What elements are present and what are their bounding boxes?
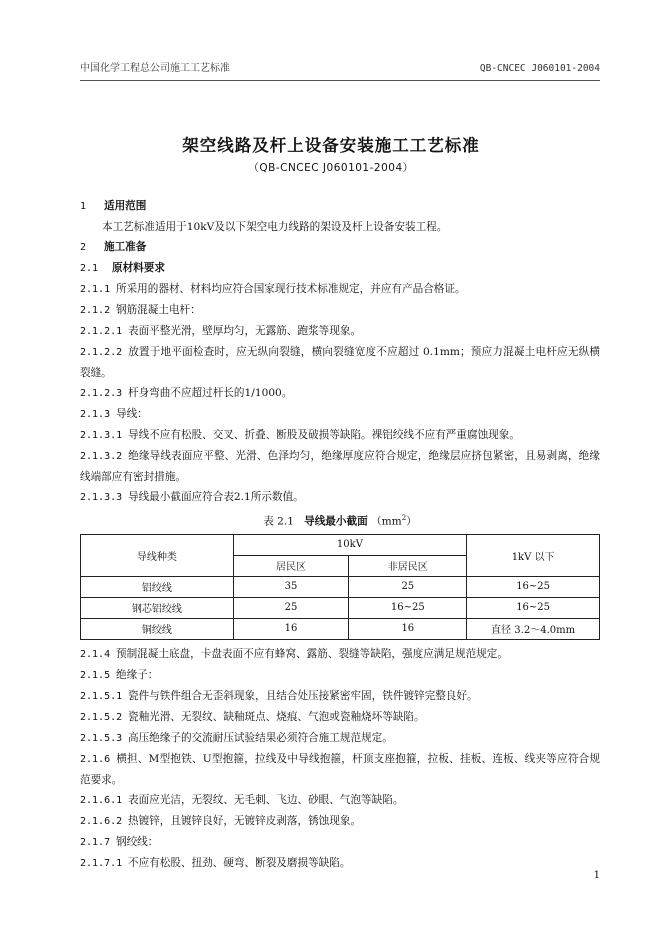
clause-number: 2.1.4: [80, 648, 111, 660]
cell-below-1kv: 16~25: [467, 576, 600, 597]
clause-line: [80, 425, 600, 446]
clause-line: [80, 300, 600, 321]
clause-number: 2.1: [80, 263, 99, 274]
table-caption: [80, 508, 600, 532]
clause-text: 杆身弯曲不应超过杆长的1/1000。: [128, 387, 293, 399]
section-preparation: [80, 196, 600, 508]
header-rule: [80, 80, 600, 81]
clause-line: [80, 749, 600, 790]
clause-line: [80, 237, 600, 258]
section-materials-cont: [80, 644, 600, 874]
clause-text: 导线最小截面应符合表2.1所示数值。: [128, 491, 304, 503]
cell-below-1kv: 直径 3.2～4.0mm: [467, 618, 600, 639]
table-row: [81, 597, 600, 618]
table-caption-number: 表 2.1: [263, 515, 294, 528]
clause-line: [80, 383, 600, 404]
clause-line: [80, 258, 600, 279]
clause-number: 2.1.7: [80, 836, 111, 848]
clause-line: [80, 217, 600, 237]
clause-number: 1: [80, 201, 87, 212]
clause-text: 所采用的器材、材料均应符合国家现行技术标准规定，并应有产品合格证。: [116, 283, 466, 295]
clause-line: [80, 196, 600, 217]
header-conductor-type: 导线种类: [81, 534, 234, 576]
header-10kv: 10kV: [233, 534, 467, 555]
clause-number: 2.1.2.3: [80, 388, 123, 399]
table-row: [81, 618, 600, 639]
cell-residential: 25: [233, 597, 349, 618]
clause-text: 热镀锌，且镀锌良好，无镀锌皮剥落，锈蚀现象。: [128, 814, 362, 827]
min-cross-section-table: [80, 534, 600, 640]
table-caption-unit: （mm: [371, 515, 402, 528]
header-code: QB-CNCEC J060101-2004: [479, 63, 600, 74]
document-title: 架空线路及杆上设备安装施工工艺标准: [182, 136, 480, 155]
cell-non-residential: 16~25: [349, 597, 467, 618]
header-below-1kv: 1kV 以下: [467, 534, 600, 576]
clause-text: 瓷件与铁件组合无歪斜现象，且结合处压接紧密牢固，铁件镀锌完整良好。: [128, 689, 478, 702]
clause-text: 导线不应有松股、交叉、折叠、断股及破损等缺陷。裸铝绞线不应有严重腐蚀现象。: [128, 429, 520, 441]
clause-text: 不应有松股、扭劲、硬弯、断裂及磨损等缺陷。: [128, 856, 351, 869]
section-heading: 施工准备: [104, 241, 147, 253]
clause-line: [80, 342, 600, 383]
cell-residential: 35: [233, 576, 349, 597]
clause-line: [80, 404, 600, 425]
clause-line: [80, 279, 600, 300]
table-caption-title: 导线最小截面: [304, 515, 368, 528]
clause-line: [80, 665, 600, 686]
clause-number: 2.1.3.2: [80, 451, 123, 462]
header-residential: 居民区: [233, 555, 349, 576]
clause-text: 本工艺标准适用于10kV及以下架空电力线路的架设及杆上设备安装工程。: [102, 221, 448, 233]
clause-line: [80, 446, 600, 487]
table-row: [81, 576, 600, 597]
clause-number: 2.1.5.1: [80, 690, 123, 702]
table-caption-close: ）: [406, 515, 417, 528]
clause-number: 2.1.3: [80, 409, 111, 420]
clause-line: [80, 853, 600, 874]
clause-text: 放置于地平面检查时，应无纵向裂缝，横向裂缝宽度不应超过 0.1mm；预应力混凝土电杆应无纵横裂缝。: [80, 346, 600, 379]
clause-line: [80, 728, 600, 749]
cell-conductor-type: 铜绞线: [81, 618, 234, 639]
header-non-residential: 非居民区: [349, 555, 467, 576]
section-heading: 原材料要求: [112, 262, 165, 274]
clause-text: 横担、M型抱铁、U型抱箍，拉线及中导线抱箍，杆顶支座抱箍，拉板、挂板、连板、线夹等应符合规范要求。: [80, 752, 600, 786]
clause-number: 2.1.6: [80, 753, 111, 765]
cell-below-1kv: 16~25: [467, 597, 600, 618]
table-caption-sup: 2: [401, 514, 407, 522]
cell-conductor-type: 铝绞线: [81, 576, 234, 597]
document-subtitle: （QB-CNCEC J060101-2004）: [248, 162, 414, 174]
clause-number: 2.1.5.3: [80, 732, 123, 744]
clause-number: 2.1.5: [80, 669, 111, 681]
cell-non-residential: 25: [349, 576, 467, 597]
clause-line: [80, 790, 600, 811]
clause-number: 2.1.1: [80, 284, 111, 295]
clause-line: [80, 644, 600, 665]
clause-line: [80, 686, 600, 707]
clause-text: 导线：: [116, 408, 148, 420]
section-heading: 适用范围: [104, 200, 147, 212]
clause-number: 2: [80, 242, 87, 253]
clause-number: 2.1.3.3: [80, 492, 123, 503]
clause-number: 2.1.3.1: [80, 430, 123, 441]
clause-number: 2.1.6.2: [80, 815, 123, 827]
cell-conductor-type: 钢芯铝绞线: [81, 597, 234, 618]
cell-residential: 16: [233, 618, 349, 639]
clause-number: 2.1.2.2: [80, 347, 123, 358]
clause-number: 2.1.2: [80, 305, 111, 316]
clause-text: 钢绞线：: [116, 835, 159, 848]
cell-non-residential: 16: [349, 618, 467, 639]
clause-text: 绝缘导线表面应平整、光滑、色泽均匀，绝缘厚度应符合规定，绝缘层应挤包紧密，且易剥离，绝缘线端部应有密封措施。: [80, 450, 600, 483]
clause-text: 预制混凝土底盘，卡盘表面不应有蜂窝、露筋、裂缝等缺陷，强度应满足规范规定。: [116, 647, 508, 660]
clause-line: [80, 811, 600, 832]
clause-line: [80, 707, 600, 728]
clause-line: [80, 321, 600, 342]
clause-number: 2.1.2.1: [80, 326, 123, 337]
clause-text: 高压绝缘子的交流耐压试验结果必须符合施工规范规定。: [128, 731, 393, 744]
clause-line: [80, 487, 600, 508]
clause-number: 2.1.6.1: [80, 794, 123, 806]
clause-line: [80, 832, 600, 853]
clause-text: 钢筋混凝土电杆：: [116, 304, 201, 316]
clause-text: 表面平整光滑，壁厚均匀，无露筋、跑浆等现象。: [128, 325, 362, 337]
page-number: 1: [593, 870, 600, 881]
clause-number: 2.1.5.2: [80, 711, 123, 723]
document-body: [80, 196, 600, 874]
clause-text: 瓷釉光滑、无裂纹、缺釉斑点、烧痕、气泡或瓷釉烧坏等缺陷。: [128, 710, 425, 723]
clause-text: 绝缘子：: [116, 668, 159, 681]
header-org: 中国化学工程总公司施工工艺标准: [80, 63, 230, 74]
clause-number: 2.1.7.1: [80, 857, 123, 869]
clause-text: 表面应光洁，无裂纹、无毛刺、飞边、砂眼、气泡等缺陷。: [128, 793, 404, 806]
table-header-row: [81, 534, 600, 555]
